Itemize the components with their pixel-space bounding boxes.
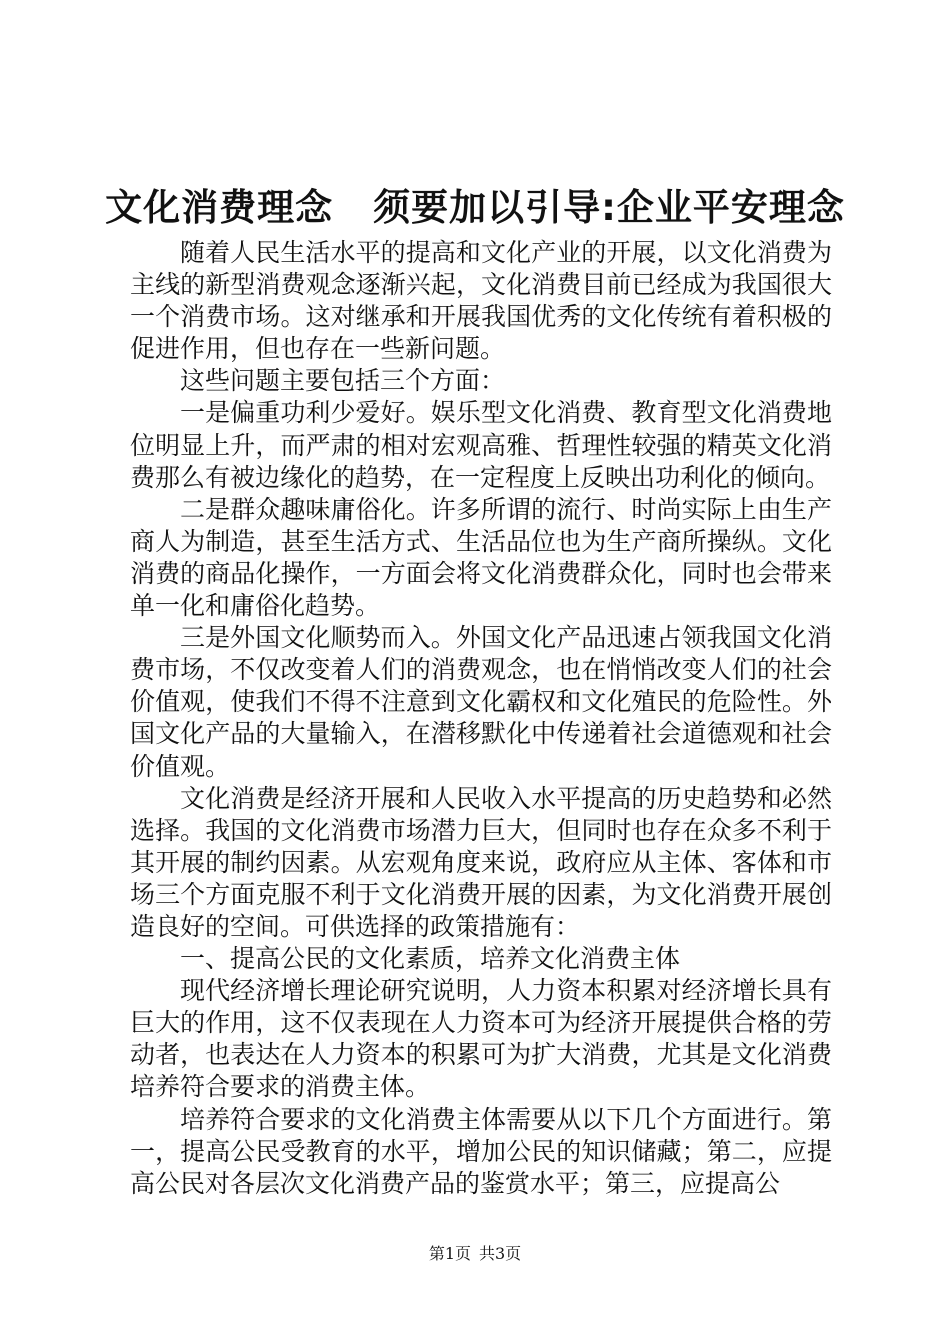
paragraph: 随着人民生活水平的提高和文化产业的开展，以文化消费为主线的新型消费观念逐渐兴起，文化消费目前已经成为我国很大一个消费市场。这对继承和开展我国优秀的文化传统有着积极的促进作用，但也存在一些新问题。 [130, 238, 832, 364]
page-total: 共3页 [479, 1244, 522, 1263]
title-part-2: 须要加以引导:企业平安理念 [373, 186, 845, 229]
document-title [0, 183, 950, 233]
paragraph: 三是外国文化顺势而入。外国文化产品迅速占领我国文化消费市场，不仅改变着人们的消费观念，也在悄悄改变人们的社会价值观，使我们不得不注意到文化霸权和文化殖民的危险性。外国文化产品的大量输入，在潜移默化中传递着社会道德观和社会价值观。 [130, 623, 832, 781]
paragraph: 现代经济增长理论研究说明，人力资本积累对经济增长具有巨大的作用，这不仅表现在人力资本可为经济开展提供合格的劳动者，也表达在人力资本的积累可为扩大消费，尤其是文化消费培养符合要求的消费主体。 [130, 976, 832, 1102]
paragraph: 一是偏重功利少爱好。娱乐型文化消费、教育型文化消费地位明显上升，而严肃的相对宏观高雅、哲理性较强的精英文化消费那么有被边缘化的趋势，在一定程度上反映出功利化的倾向。 [130, 398, 832, 492]
paragraph: 二是群众趣味庸俗化。许多所谓的流行、时尚实际上由生产商人为制造，甚至生活方式、生活品位也为生产商所操纵。文化消费的商品化操作，一方面会将文化消费群众化，同时也会带来单一化和庸俗化趋势。 [130, 494, 832, 621]
title-part-1: 文化消费理念 [105, 186, 334, 229]
page-footer [0, 1242, 950, 1266]
paragraph: 这些问题主要包括三个方面： [180, 366, 506, 396]
section-heading: 一、提高公民的文化素质，培养文化消费主体 [180, 944, 681, 974]
paragraph: 文化消费是经济开展和人民收入水平提高的历史趋势和必然选择。我国的文化消费市场潜力巨大，但同时也存在众多不利于其开展的制约因素。从宏观角度来说，政府应从主体、客体和市场三个方面克服不利于文化消费开展的因素，为文化消费开展创造良好的空间。可供选择的政策措施有： [130, 783, 832, 941]
page-number: 第1页 [428, 1244, 471, 1263]
paragraph: 培养符合要求的文化消费主体需要从以下几个方面进行。第一，提高公民受教育的水平，增加公民的知识储藏；第二，应提高公民对各层次文化消费产品的鉴赏水平；第三，应提高公 [130, 1104, 832, 1198]
document-body [130, 237, 832, 1200]
